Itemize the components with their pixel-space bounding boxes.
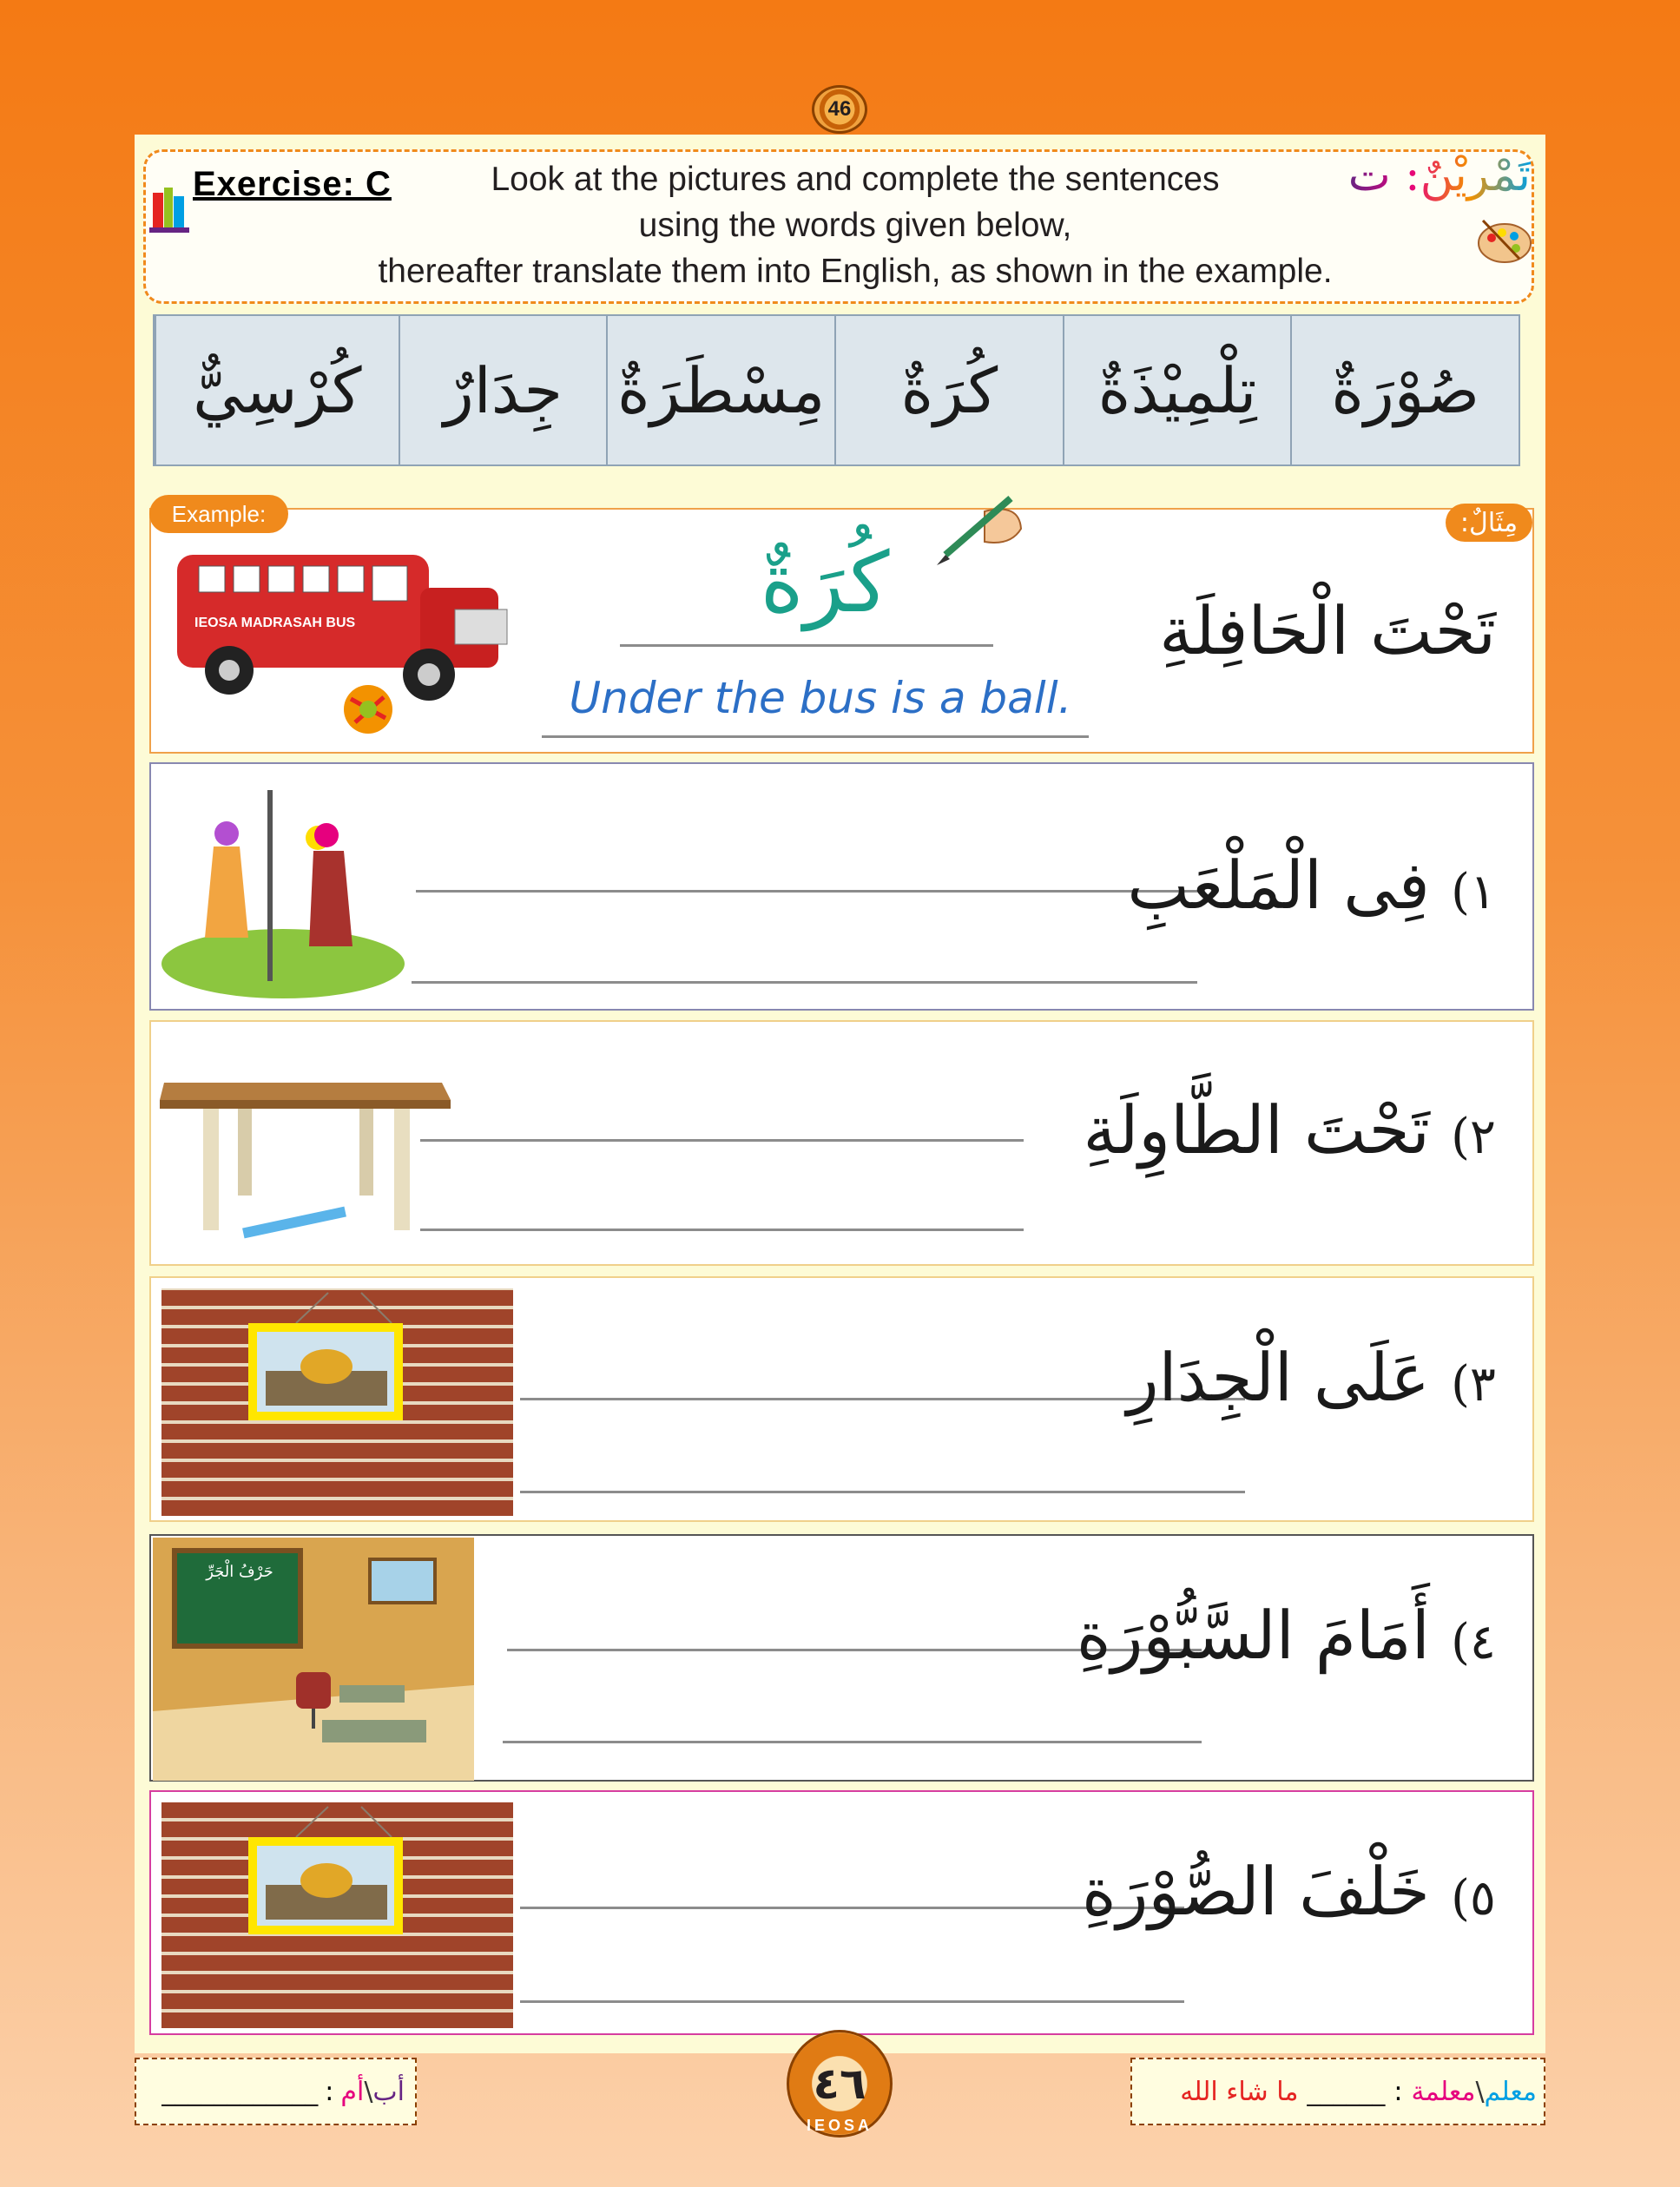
- slash-separator: \: [364, 2076, 373, 2107]
- exercise-label: Exercise: C: [193, 165, 392, 203]
- brick-wall-image: [161, 1802, 513, 2028]
- slash-separator: \: [1475, 2076, 1485, 2107]
- question-text: عَلَى الْجِدَارِ: [1126, 1339, 1430, 1416]
- answer-line: [620, 644, 993, 647]
- colon-separator: :: [325, 2076, 334, 2107]
- question-sentence: [1082, 1853, 1496, 1930]
- parent-mother-label: أم: [340, 2076, 365, 2107]
- teacher-label: معلم: [1484, 2076, 1537, 2107]
- praise-text: ما شاء الله: [1180, 2076, 1299, 2107]
- example-sentence: تَحْتَ الْحَافِلَةِ: [1159, 592, 1496, 669]
- question-number: ٤): [1451, 1614, 1496, 1670]
- word-bank-item: كُرْسِيٌّ: [155, 316, 399, 464]
- translation-line: [520, 1491, 1245, 1493]
- translation-line: [520, 2000, 1184, 2003]
- question-text: خَلْفَ الصُّوْرَةِ: [1081, 1853, 1430, 1930]
- playground-image: [161, 781, 413, 1003]
- classroom-image: [153, 1538, 474, 1781]
- instruction-line-1: Look at the pictures and complete the sentences: [491, 161, 1220, 198]
- word-bank-item: مِسْطَرَةٌ: [606, 316, 834, 464]
- bus-image: [160, 544, 529, 740]
- instruction-text: [313, 156, 1398, 294]
- question-text: أَمَامَ السَّبُّوْرَةِ: [1076, 1597, 1430, 1674]
- arabic-exercise-title: تَمْرِيْنٌ: ت: [1347, 149, 1531, 201]
- instruction-line-3: thereafter translate them into English, as shown in the example.: [378, 253, 1333, 290]
- parent-signature-line: ____________: [161, 2076, 319, 2107]
- bus-label: IEOSA MADRASAH BUS: [194, 616, 356, 630]
- word-bank-item: كُرَةٌ: [834, 316, 1063, 464]
- example-badge-arabic: مِثَالٌ:: [1446, 504, 1532, 542]
- question-number: ٣): [1451, 1356, 1496, 1413]
- palette-icon: [1476, 217, 1533, 270]
- board-text: حَرْفُ الْجَرِّ: [206, 1563, 273, 1581]
- question-sentence: [1084, 1091, 1496, 1169]
- teacher-signature-box: [1130, 2058, 1545, 2125]
- answer-line: [416, 890, 1197, 893]
- question-row: [149, 1020, 1534, 1266]
- question-row: [149, 1276, 1534, 1522]
- example-answer-english: Under the bus is a ball.: [569, 673, 1072, 723]
- word-bank: [153, 314, 1520, 466]
- books-icon: [149, 184, 191, 239]
- question-number: ١): [1451, 864, 1496, 920]
- parent-signature-box: [135, 2058, 417, 2125]
- word-bank-item: صُوْرَةٌ: [1290, 316, 1519, 464]
- question-row: [149, 762, 1534, 1011]
- instruction-line-2: using the words given below,: [638, 207, 1072, 244]
- question-row: [149, 1534, 1534, 1782]
- question-text: فِى الْمَلْعَبِ: [1127, 846, 1430, 924]
- question-sentence: [1127, 846, 1496, 924]
- table-image: [160, 1065, 459, 1252]
- example-badge: Example:: [149, 495, 288, 533]
- word-bank-item: جِدَارٌ: [399, 316, 607, 464]
- translation-line: [542, 735, 1089, 738]
- page-number-badge: [812, 85, 867, 134]
- brick-wall-image: [161, 1288, 513, 1516]
- question-number: ٥): [1451, 1870, 1496, 1927]
- word-bank-item: تِلْمِيْذَةٌ: [1063, 316, 1291, 464]
- answer-line: [420, 1139, 1024, 1142]
- question-number: ٢): [1451, 1109, 1496, 1165]
- parent-father-label: أب: [372, 2076, 405, 2107]
- translation-line: [503, 1741, 1202, 1743]
- question-text: تَحْتَ الطَّاوِلَةِ: [1083, 1091, 1430, 1169]
- seal-label: IEOSA: [806, 2117, 873, 2134]
- teacher-signature-line: ______: [1307, 2076, 1386, 2107]
- translation-line: [420, 1229, 1024, 1231]
- question-row: [149, 1790, 1534, 2035]
- translation-line: [412, 981, 1197, 984]
- page-number-bottom: ٤٦: [813, 2059, 866, 2109]
- teacher-female-label: معلمة: [1411, 2076, 1476, 2107]
- example-answer-arabic: كُرَةٌ: [760, 534, 890, 631]
- colon-separator: :: [1393, 2076, 1403, 2107]
- question-sentence: [1127, 1339, 1496, 1416]
- page-number-top: 46: [827, 97, 852, 121]
- question-sentence: [1077, 1597, 1496, 1674]
